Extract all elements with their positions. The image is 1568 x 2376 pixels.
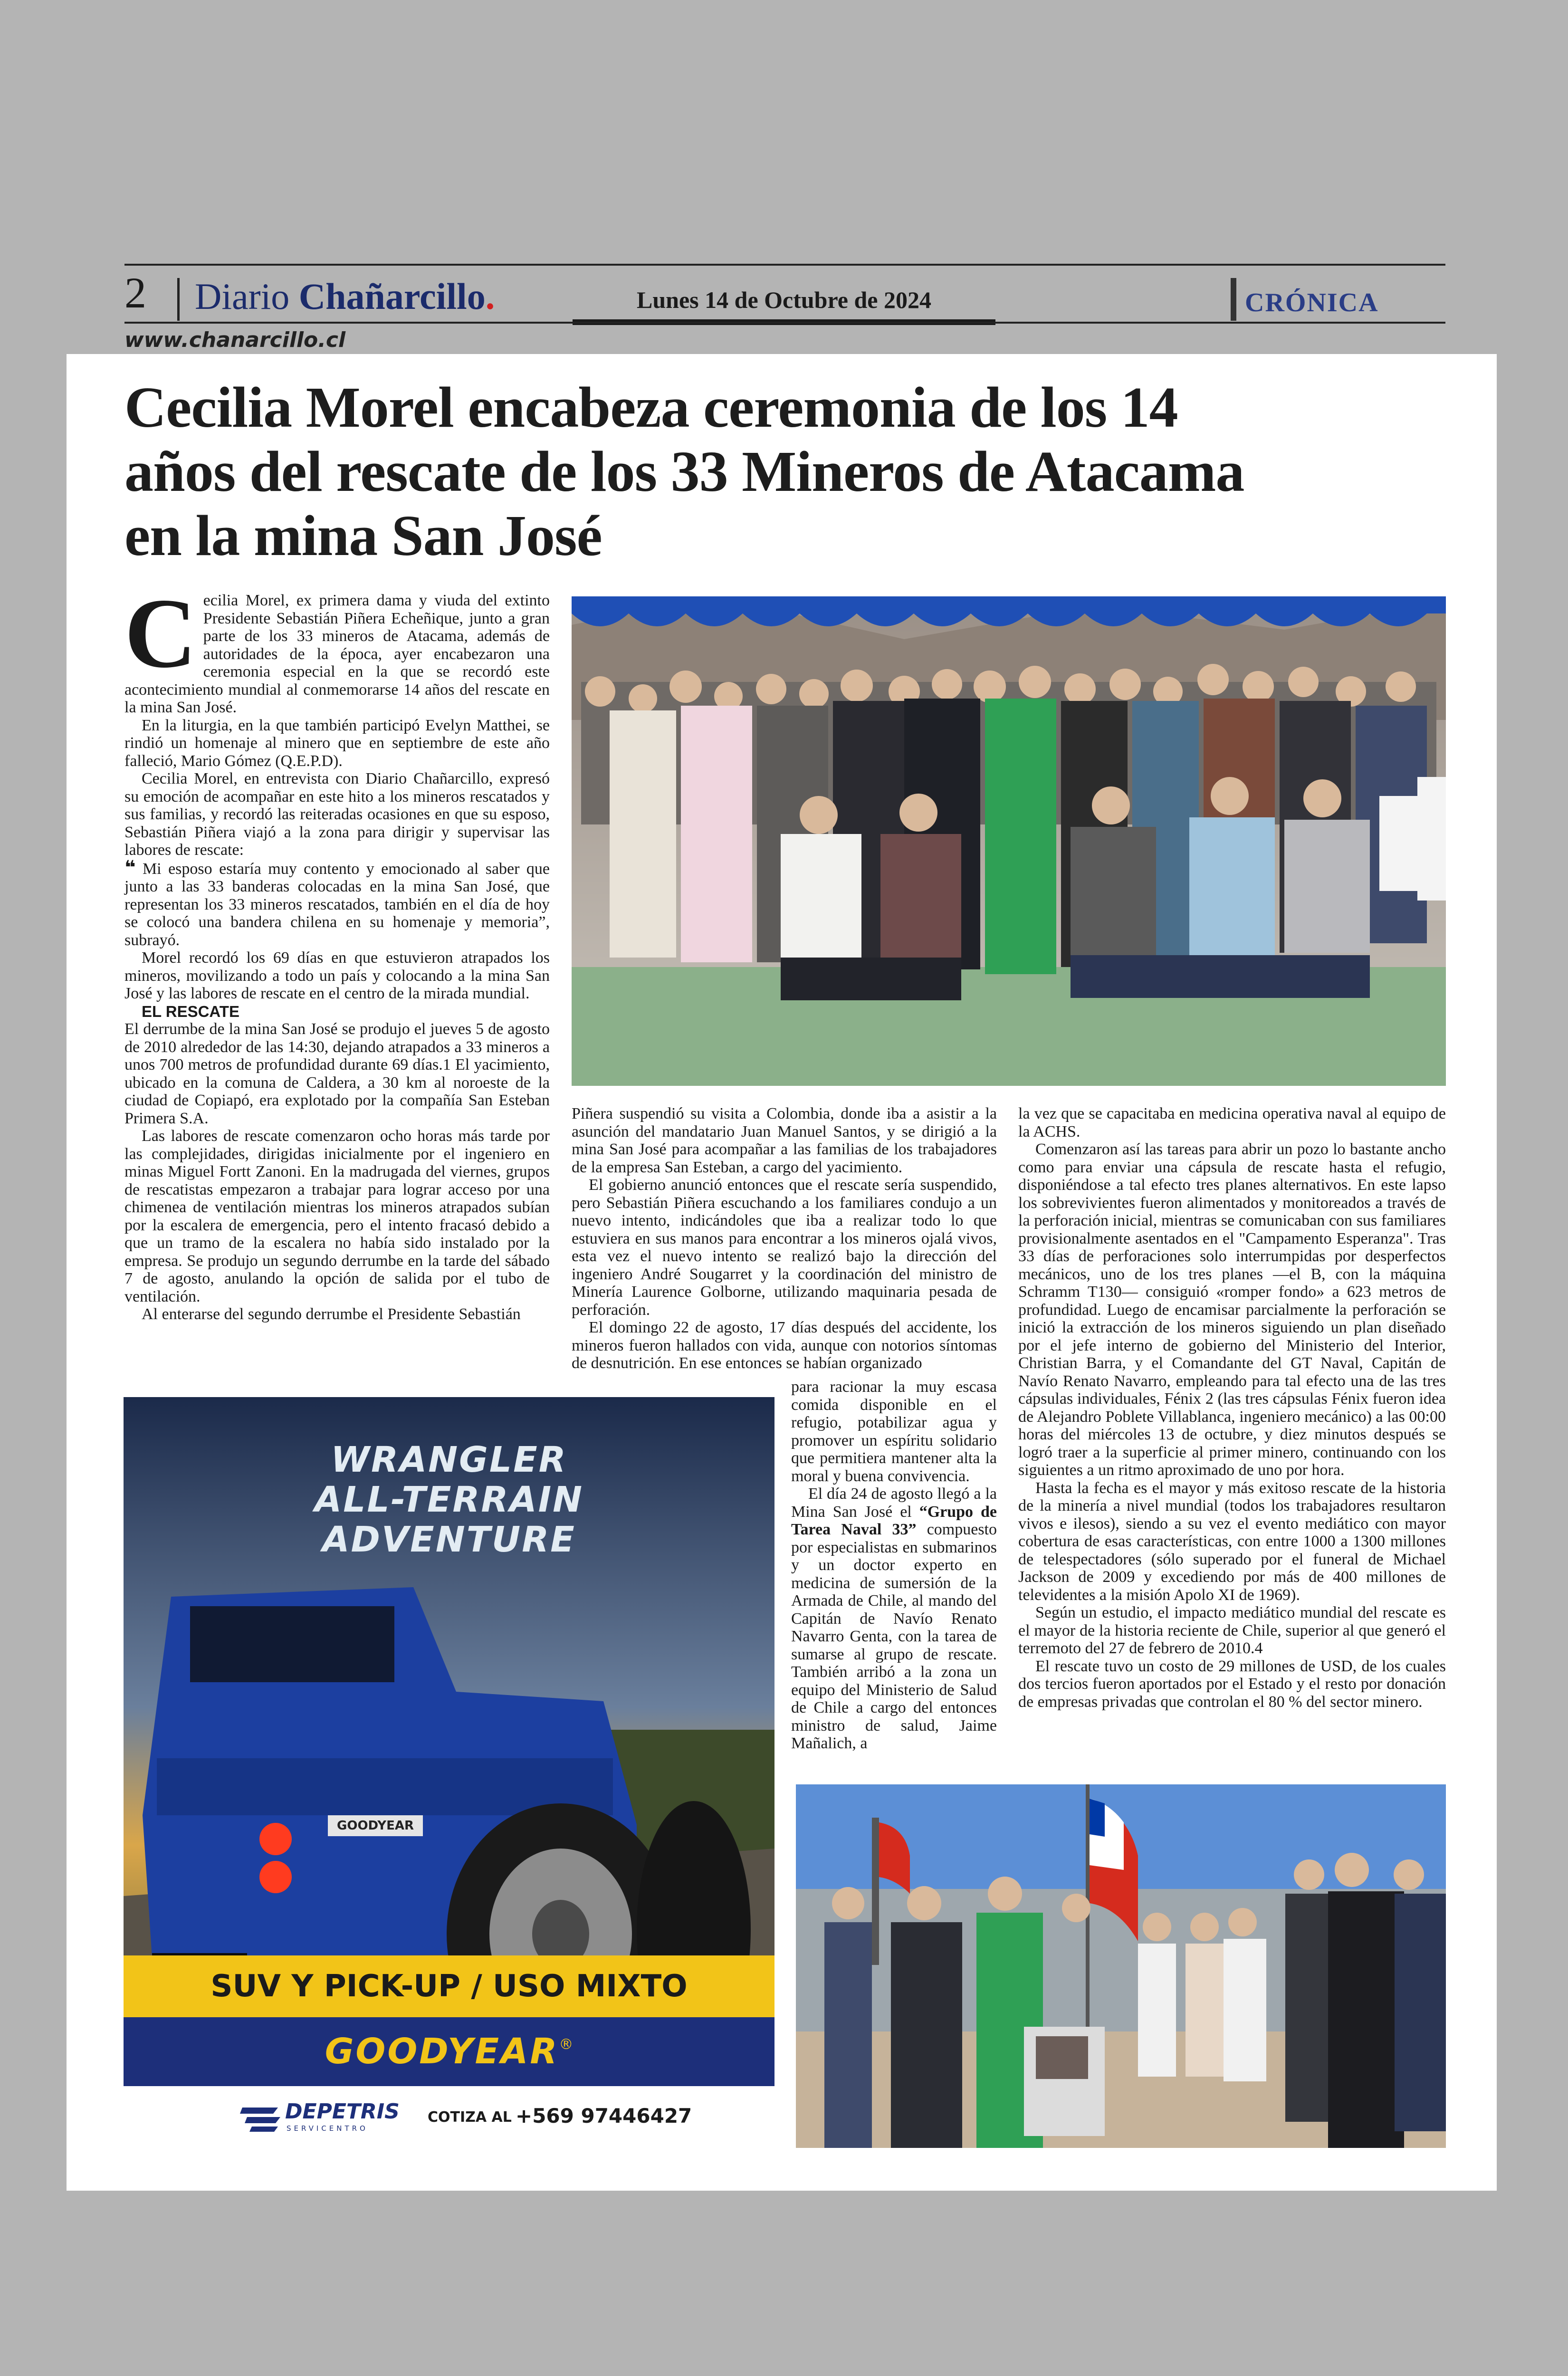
paragraph: para racionar la muy escasa comida disponible en el refugio, potabilizar agua y promover un espíritu solidario que permitiera mantener alta la moral y buena convivencia. bbox=[791, 1378, 997, 1485]
group-photo-image bbox=[572, 596, 1446, 1086]
brand-dot: . bbox=[485, 276, 495, 317]
paragraph: En la liturgia, en la que también participó Evelyn Matthei, se rindió un homenaje al minero que en septiembre de este año falleció, Mario Gómez (Q.E.P.D). bbox=[124, 716, 550, 770]
brand-prefix: Diario bbox=[195, 276, 290, 317]
paragraph: Según un estudio, el impacto mediático mundial del rescate es el mayor de la historia reciente de Chile, superior al que generó el terremoto del 27 de febrero de 2010.4 bbox=[1018, 1604, 1446, 1657]
phone-number[interactable]: +569 97446427 bbox=[516, 2104, 692, 2127]
goodyear-logo-band bbox=[124, 2017, 774, 2086]
naval-group-name: “Grupo de Tarea Naval 33” bbox=[791, 1503, 997, 1538]
cta-label: COTIZA AL bbox=[428, 2109, 512, 2126]
ad-headline-line-3: ADVENTURE bbox=[322, 1519, 576, 1560]
header-top-rule bbox=[124, 264, 1445, 266]
goodyear-advertisement[interactable] bbox=[97, 1388, 774, 2191]
article-column-2-narrow bbox=[791, 1378, 997, 1753]
ad-headline-line-1: WRANGLER bbox=[331, 1439, 567, 1480]
depetris-logo-icon bbox=[240, 2100, 283, 2134]
paragraph: El domingo 22 de agosto, 17 días después del accidente, los mineros fueron hallados con vida, aunque con notorios síntomas de desnutrición. En ese entonces se habían organizado bbox=[572, 1319, 997, 1372]
quote-mark-icon: ❝ bbox=[124, 856, 136, 879]
truck-plate: GOODYEAR bbox=[337, 1819, 414, 1833]
paragraph: El gobierno anunció entonces que el rescate sería suspendido, pero Sebastián Piñera escuchando a los familiares condujo a un nuevo intento, indicándoles que iba a realizar todo lo que estuviera en sus manos para encontrar a los mineros ojalá vivos, esta vez el nuevo intento se realizó bajo la dirección del ingeniero André Sougarret y la coordinación del ministro de Minería Laurence Golborne, utilizando maquinaria pesada de perforación. bbox=[572, 1176, 997, 1319]
paragraph: la vez que se capacitaba en medicina operativa naval al equipo de la ACHS. bbox=[1018, 1105, 1446, 1140]
plaque-ceremony-image bbox=[796, 1784, 1446, 2148]
paragraph: El derrumbe de la mina San José se produjo el jueves 5 de agosto de 2010 alrededor de las 14:30, dejando atrapados a 33 mineros a unos 700 metros de profundidad durante 69 días.1 El yacimiento, ubicado en la comuna de Caldera, a 30 km al noroeste de la ciudad de Copiapó, era explotado por la compañía San Esteban Primera S.A. bbox=[124, 1020, 550, 1127]
plaque-ceremony-photo bbox=[796, 1784, 1446, 2148]
paragraph: Al enterarse del segundo derrumbe el Presidente Sebastián bbox=[142, 1305, 521, 1323]
group-photo bbox=[572, 596, 1446, 1086]
goodyear-logo: GOODYEAR bbox=[325, 2031, 559, 2072]
article-column-2 bbox=[572, 1105, 997, 1372]
lead-paragraph: Cecilia Morel, ex primera dama y viuda del extinto Presidente Sebastián Piñera Echeñique, junto a gran parte de los 33 mineros de Atacama, además de autoridades de la época, ayer encabezaron una ceremonia especial en la que se recordó este acontecimiento mundial al conmemorarse 14 años del rescate en la mina San José. bbox=[124, 578, 550, 716]
registered-mark: ® bbox=[559, 2036, 574, 2053]
article-column-3 bbox=[1018, 1105, 1446, 1711]
paragraph: Piñera suspendió su visita a Colombia, donde iba a asistir a la asunción del mandatario Juan Manuel Santos, y se dirigió a la mina San José para acompañar a las familias de los trabajadores de la empresa San Esteban, a cargo del yacimiento. bbox=[572, 1105, 997, 1176]
paragraph: El día 24 de agosto llegó a la Mina San José el “Grupo de Tarea Naval 33” compuesto por especialistas en submarinos y un doctor experto en medicina de sumersión de la Armada de Chile, al mando del Capitán de Navío Renato Navarro Genta, con la tarea de sumarse al grupo de rescate. También arribó a la zona un equipo del Ministerio de Salud de Chile a cargo del entonces ministro de salud, Jaime Mañalich, a bbox=[791, 1485, 997, 1752]
paragraph: Morel recordó los 69 días en que estuvieron atrapados los mineros, movilizando a todo un país y colocando a la mina San José y las labores de rescate en el centro de la mirada mundial. bbox=[124, 949, 550, 1002]
header-separator bbox=[177, 278, 180, 321]
newspaper-brand[interactable] bbox=[195, 278, 495, 315]
paragraph: El rescate tuvo un costo de 29 millones de USD, de los cuales dos tercios fueron aportados por el Estado y el resto por donación de empresas privadas que controlan el 80 % del sector minero. bbox=[1018, 1657, 1446, 1711]
subhead-el-rescate: EL RESCATE bbox=[142, 1002, 239, 1020]
paragraph: Hasta la fecha es el mayor y más exitoso rescate de la historia de la minería a nivel mundial (todos los trabajadores resultaron vivos e ilesos), siendo a su vez el evento mediático con mayor cobertura de esas características, con entre 1000 a 1300 millones de telespectadores (sólo superado por el funeral de Michael Jackson de 2009 y excediendo por más de 400 millones de televidentes a la misión Apolo XI de 1969). bbox=[1018, 1479, 1446, 1604]
quote-paragraph: ❝ Mi esposo estaría muy contento y emocionado al saber que junto a las 33 banderas colocadas en la mina San José, que representan los 33 mineros rescatados, también en el día de hoy se colocó una bandera chilena en su homenaje y memoria”, subrayó. bbox=[124, 856, 550, 949]
brand-name: Chañarcillo bbox=[298, 276, 486, 317]
section-bar bbox=[1231, 278, 1236, 321]
paragraph: Las labores de rescate comenzaron ocho horas más tarde por las complejidades, dirigidas inicialmente por el ingeniero en minas Miguel Fortt Zanoni. En la madrugada del viernes, grupos de rescatistas empezaron a trabajar para lograr acceso por una chimenea de ventilación mientras los mineros atrapados subían por la escalera de emergencia, pero el intento fracasó debido a que un tramo de la escalera no había sido instalado por la empresa. Se produjo un segundo derrumbe en la tarde del sábado 7 de agosto, anulando la opción de salida por el tubo de ventilación. bbox=[124, 1127, 550, 1305]
header-bottom-rule bbox=[124, 322, 1445, 324]
ad-band: SUV Y PICK-UP / USO MIXTO bbox=[124, 1955, 774, 2017]
issue-date: Lunes 14 de Octubre de 2024 bbox=[637, 287, 931, 313]
dealer-name: DEPETRIS bbox=[285, 2099, 400, 2124]
ad-headline-line-2: ALL-TERRAIN bbox=[314, 1479, 584, 1520]
ad-headline bbox=[124, 1440, 774, 1560]
dealer-subtitle: SERVICENTRO bbox=[287, 2124, 368, 2133]
paragraph: Cecilia Morel, en entrevista con Diario Chañarcillo, expresó su emoción de acompañar en este hito a los mineros rescatados y sus familias, y recordó las reiteradas ocasiones en que su esposo, Sebastián Piñera viajó a la zona para dirigir y supervisar las labores de rescate: bbox=[124, 770, 550, 859]
page-number: 2 bbox=[124, 268, 146, 317]
article-title: Cecilia Morel encabeza ceremonia de los 14 años del rescate de los 33 Mineros de Atacama en la mina San José bbox=[124, 375, 1244, 568]
paragraph: Comenzaron así las tareas para abrir un pozo lo bastante ancho como para enviar una cápsula de rescate hasta el refugio, disponiéndose a tal efecto tres planes alternativos. En este lapso los sobrevivientes fueron alimentados y monitoreados a través de la perforación inicial, mientras se comunicaban con sus familiares provisionalmente asentados en el "Campamento Esperanza". Tras 33 días de perforaciones solo interrumpidas por desperfectos mecánicos, uno de los tres planes —el B, con la máquina Schramm T130— consiguió «romper fondo» a 623 metros de profundidad. Luego de encamisar parcialmente la perforación se inició la extracción de los mineros siguiendo un plan diseñado por el jefe interno de gobierno del Ministerio del Interior, Christian Barra, y el Comandante del GT Naval, Capitán de Navío Renato Navarro, empleando para tal efecto una de las tres cápsulas individuales, Fénix 2 (las tres cápsulas Fénix fueron idea de Alejandro Poblete Villablanca, ingeniero mecánico) a las 00:00 horas del miércoles 13 de octubre, y diez minutos después se logró traer a la superficie al primer minero, continuando con los siguientes a un ritmo aproximado de uno por hora. bbox=[1018, 1140, 1446, 1479]
section-label: CRÓNICA bbox=[1245, 288, 1379, 317]
drop-cap: C bbox=[124, 578, 197, 689]
website-link[interactable]: www.chanarcillo.cl bbox=[124, 328, 346, 352]
article-column-1 bbox=[124, 578, 550, 1323]
